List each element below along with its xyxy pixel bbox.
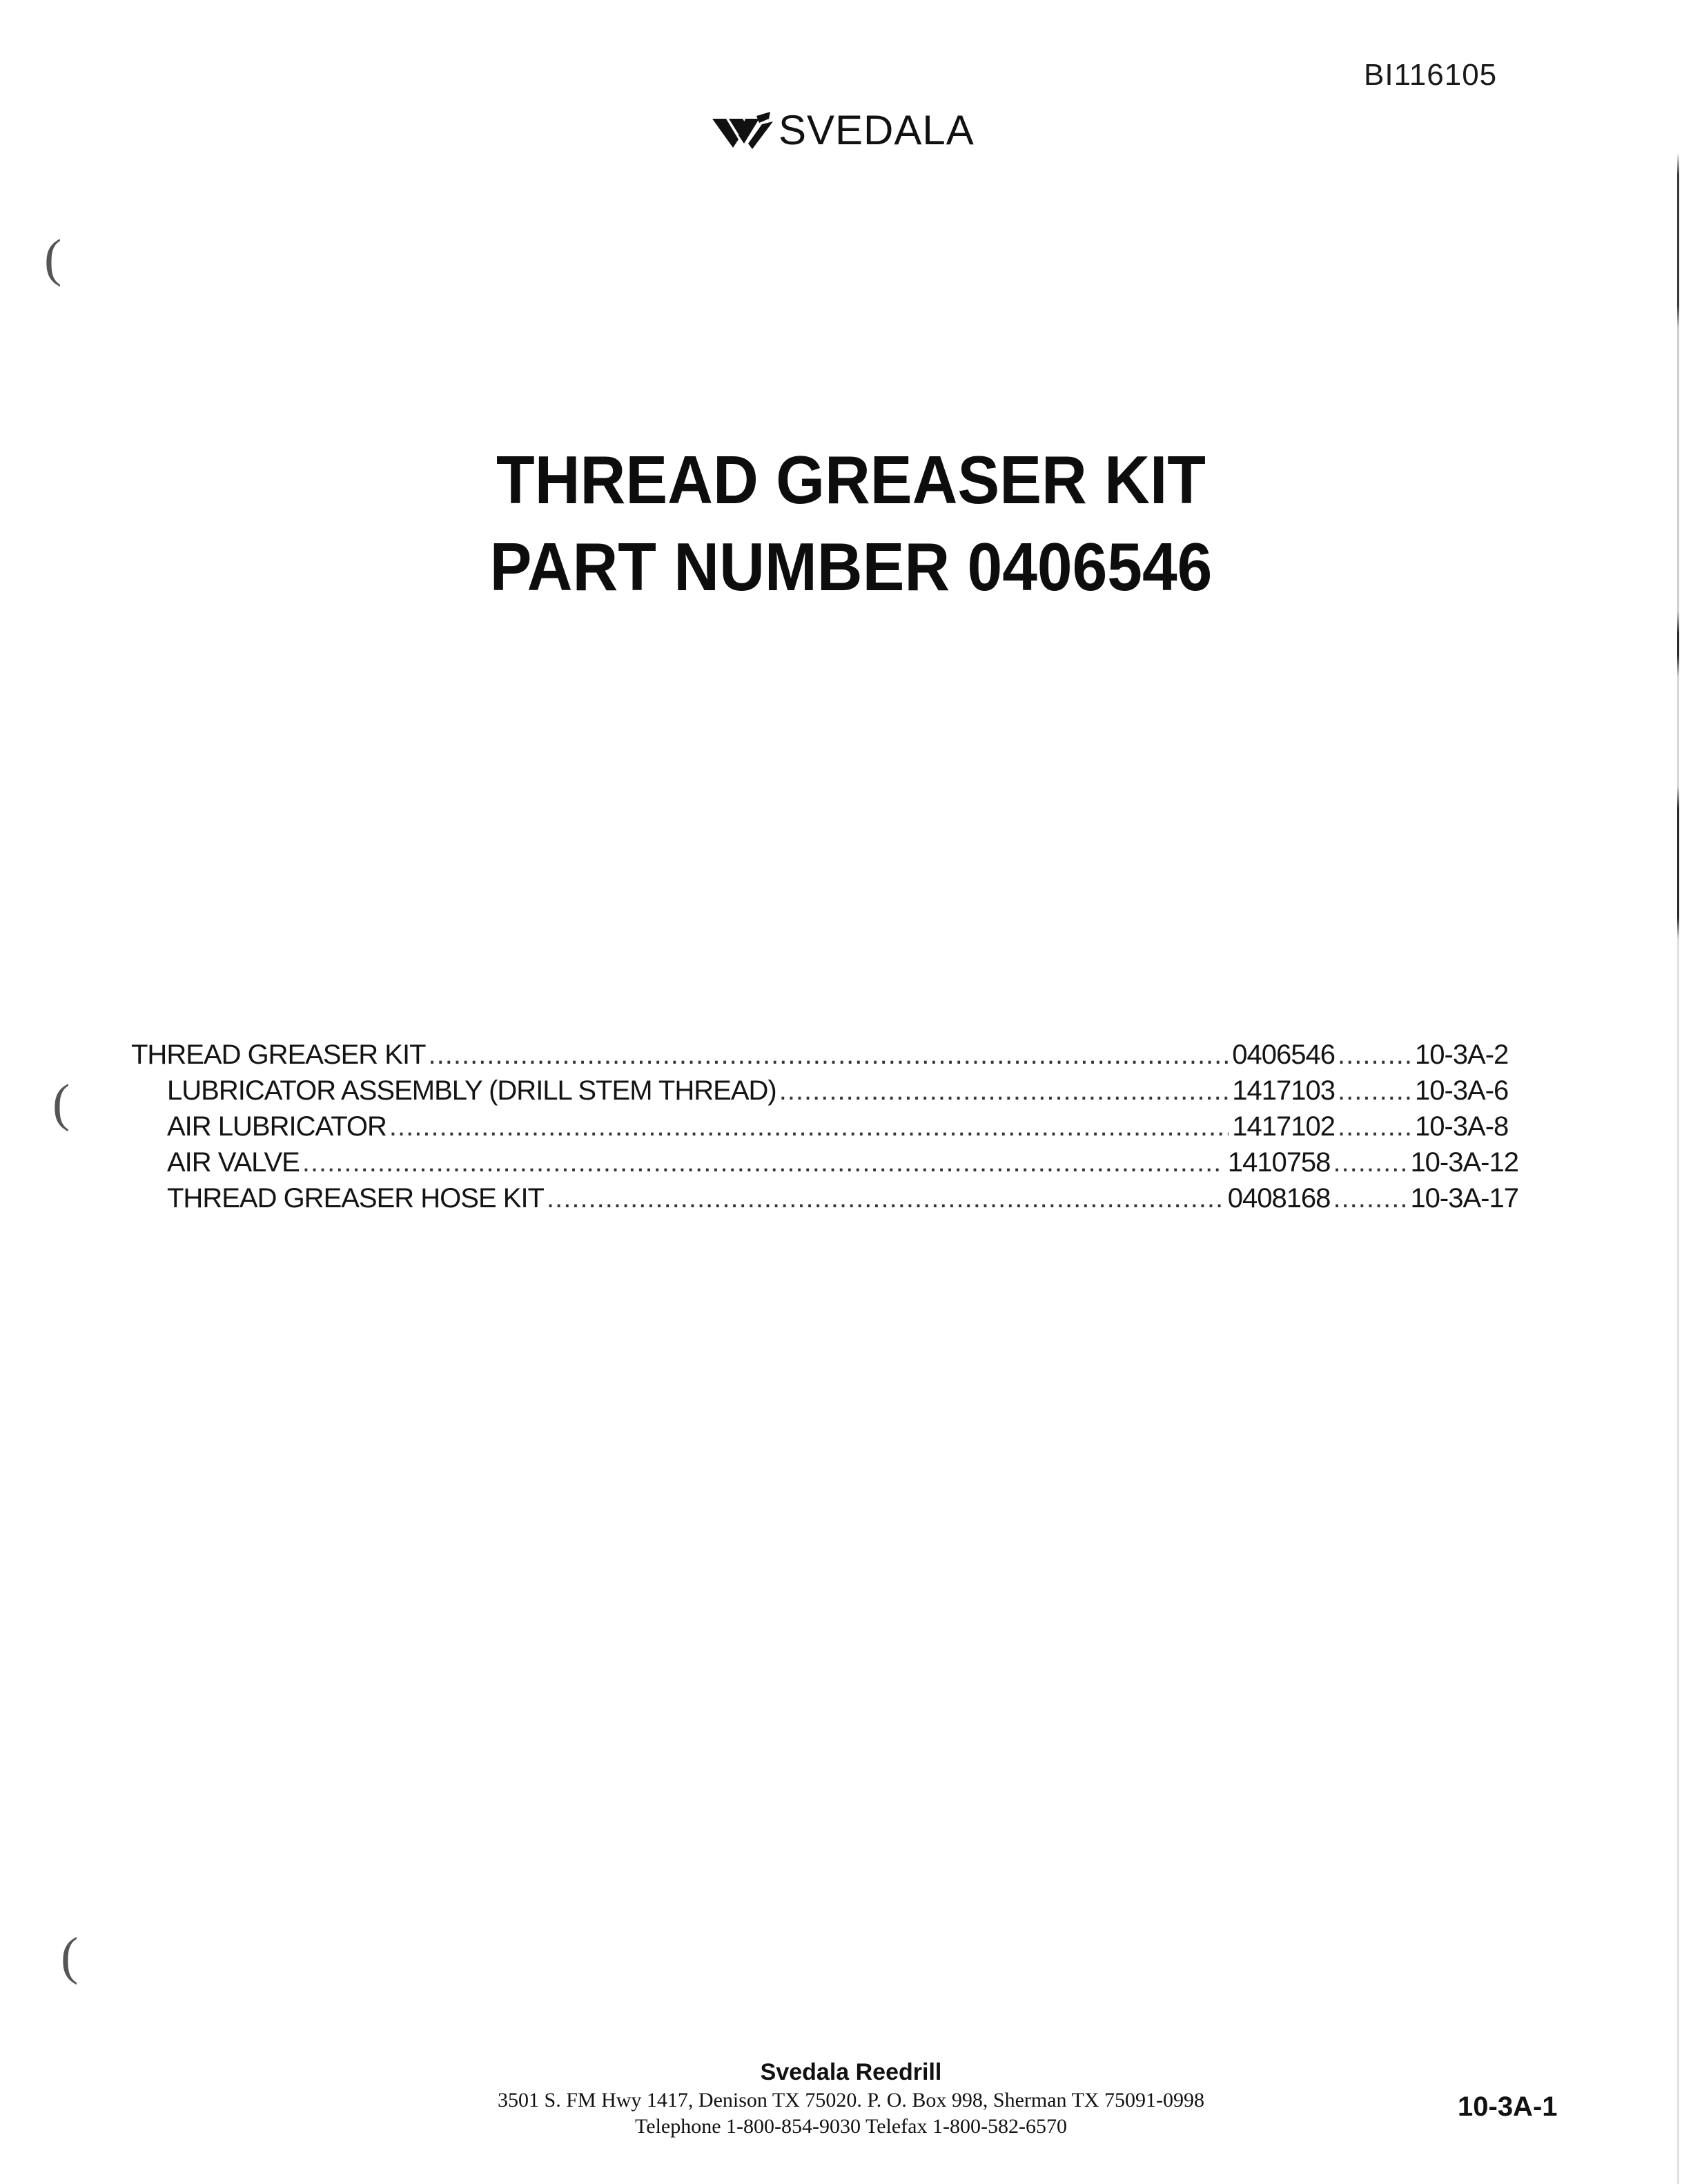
toc-leader-dots — [1338, 1075, 1412, 1106]
toc-leader-dots — [429, 1040, 1229, 1071]
toc-entry-part-number: 0408168 — [1227, 1183, 1331, 1213]
toc-entry-page: 10-3A-2 — [1415, 1040, 1509, 1070]
toc-row — [131, 1111, 1518, 1147]
footer-company-name: Svedala Reedrill — [760, 2059, 942, 2085]
toc-entry-part-number: 1410758 — [1227, 1147, 1331, 1178]
toc-leader-dots — [1338, 1111, 1412, 1142]
toc-leader-dots — [1333, 1147, 1407, 1178]
footer-address: 3501 S. FM Hwy 1417, Denison TX 75020. P. O. Box 998, Sherman TX 75091-0998 — [498, 2089, 1204, 2112]
logo-wordmark: SVEDALA — [779, 106, 975, 153]
toc-entry-part-number: 1417102 — [1232, 1111, 1335, 1142]
title-line-1: THREAD GREASER KIT — [496, 442, 1206, 518]
toc-leader-dots — [302, 1147, 1224, 1178]
binder-hole-mark-top: ( — [44, 229, 62, 287]
toc-leader-dots — [389, 1111, 1229, 1142]
toc-entry-page: 10-3A-8 — [1415, 1111, 1509, 1142]
toc-entry-page: 10-3A-12 — [1410, 1147, 1518, 1178]
binder-hole-mark-bottom: ( — [61, 1927, 79, 1985]
toc-entry-title: THREAD GREASER KIT — [131, 1040, 426, 1070]
toc-row — [131, 1040, 1518, 1075]
toc-entry-part-number: 1417103 — [1232, 1075, 1335, 1106]
toc-entry-page: 10-3A-17 — [1410, 1183, 1518, 1213]
page-footer — [0, 2057, 1702, 2140]
toc-entry-title: AIR VALVE — [167, 1147, 300, 1178]
svedala-logo — [711, 102, 975, 157]
toc-entry-page: 10-3A-6 — [1415, 1075, 1509, 1106]
toc-leader-dots — [1333, 1183, 1407, 1214]
document-title — [0, 436, 1702, 610]
footer-phone: Telephone 1-800-854-9030 Telefax 1-800-582-6570 — [635, 2115, 1067, 2138]
toc-leader-dots — [779, 1075, 1229, 1106]
toc-row — [131, 1183, 1518, 1219]
page-number: 10-3A-1 — [1458, 2092, 1558, 2122]
binder-hole-mark-middle: ( — [52, 1074, 70, 1132]
toc-leader-dots — [1338, 1040, 1412, 1071]
toc-entry-title: AIR LUBRICATOR — [167, 1111, 387, 1142]
table-of-contents — [131, 1040, 1518, 1219]
document-id: BI116105 — [1364, 58, 1498, 92]
title-line-2: PART NUMBER 0406546 — [489, 529, 1213, 605]
toc-row — [131, 1075, 1518, 1111]
toc-entry-title: LUBRICATOR ASSEMBLY (DRILL STEM THREAD) — [167, 1075, 776, 1106]
toc-leader-dots — [547, 1183, 1224, 1214]
toc-entry-title: THREAD GREASER HOSE KIT — [167, 1183, 544, 1213]
page-edge-shadow — [1677, 0, 1679, 2184]
toc-entry-part-number: 0406546 — [1232, 1040, 1335, 1070]
svedala-logo-icon — [711, 109, 774, 150]
toc-row — [131, 1147, 1518, 1183]
